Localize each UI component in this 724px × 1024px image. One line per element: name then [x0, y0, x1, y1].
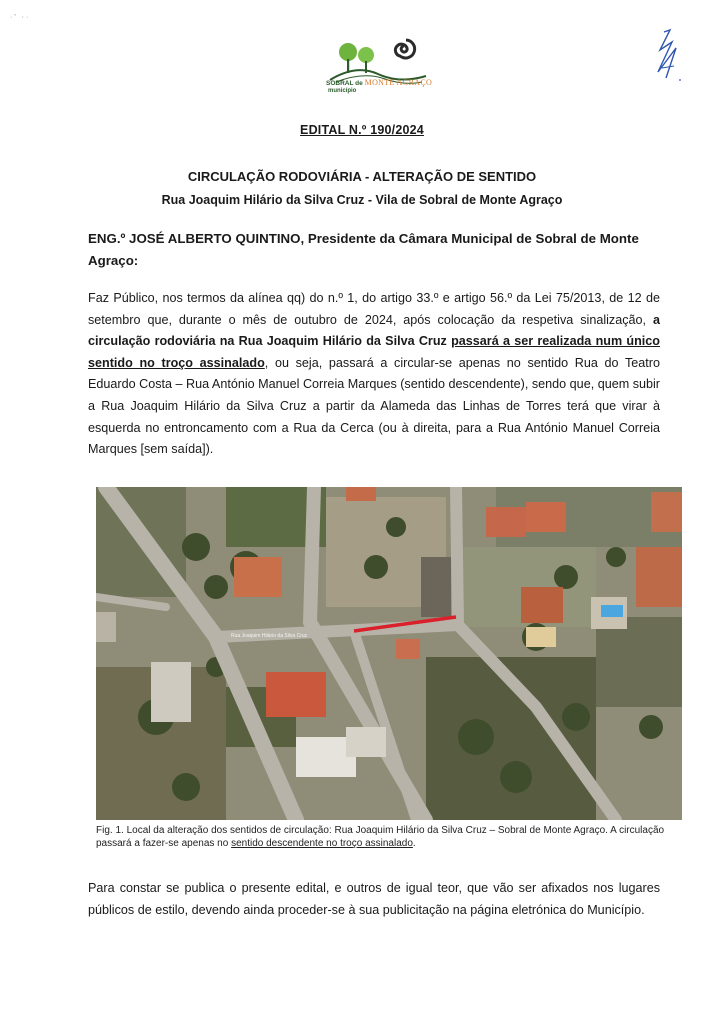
scan-marks: ·' ·· — [10, 14, 31, 21]
closing-paragraph: Para constar se publica o presente edital, e outros de igual teor, que vão ser afixados nos lugares públicos de estilo, devendo ainda proceder-se à sua publicitação na página eletrónica do Município. — [88, 881, 660, 917]
logo-line2: MONTE AGRAÇO — [364, 78, 433, 87]
signature-icon — [650, 28, 690, 84]
body-text-1: Faz Público, nos termos da alínea qq) do n.º 1, do artigo 33.º e artigo 56.º da Lei 75/2013, de 12 de setembro que, durante o mês de outubro de 2024, após colocação da respetiva sinalização, — [88, 291, 660, 327]
logo-wordmark — [326, 79, 436, 95]
aerial-map-image — [96, 487, 682, 820]
map-street-label: Rua Joaquim Hilário da Silva Cruz — [231, 633, 308, 639]
caption-end: . — [412, 838, 416, 849]
logo-line1: SOBRAL de — [326, 80, 363, 87]
body-paragraph — [88, 288, 660, 461]
body-text-rest: , ou seja, passará a circular-se apenas no sentido Rua do Teatro Eduardo Costa – Rua António Manuel Correia Marques (sentido descendente), sendo que, quem subir a Rua Joaquim Hilário da Silva Cruz a partir da Alameda das Linhas de Torres terá que virar à esquerda no entroncamento com a Rua da Cerca (ou à direita, para a Rua António Manuel Correia Marques [sem saída]). — [88, 355, 660, 457]
section-subheading: Rua Joaquim Hilário da Silva Cruz - Vila de Sobral de Monte Agraço — [161, 193, 563, 207]
caption-underlined: sentido descendente no troço assinalado — [231, 838, 413, 849]
intro-paragraph: ENG.º JOSÉ ALBERTO QUINTINO, Presidente da Câmara Municipal de Sobral de Monte Agraço: — [88, 231, 639, 268]
figure-caption — [96, 824, 682, 850]
caption-text: Fig. 1. Local da alteração dos sentidos de circulação: Rua Joaquim Hilário da Silva Cruz – Sobral de Monte Agraço. A circulação passará a fazer-se apenas no — [96, 825, 665, 849]
section-heading: CIRCULAÇÃO RODOVIÁRIA - ALTERAÇÃO DE SENTIDO — [187, 169, 537, 184]
body-text-bold-underlined: passará a ser realizada num único sentido no troço assinalado — [88, 334, 660, 370]
body-text-bold: a circulação rodoviária na Rua Joaquim Hilário da Silva Cruz — [88, 312, 660, 349]
logo-line3: município — [328, 88, 357, 94]
page-title: EDITAL N.º 190/2024 — [300, 123, 424, 137]
